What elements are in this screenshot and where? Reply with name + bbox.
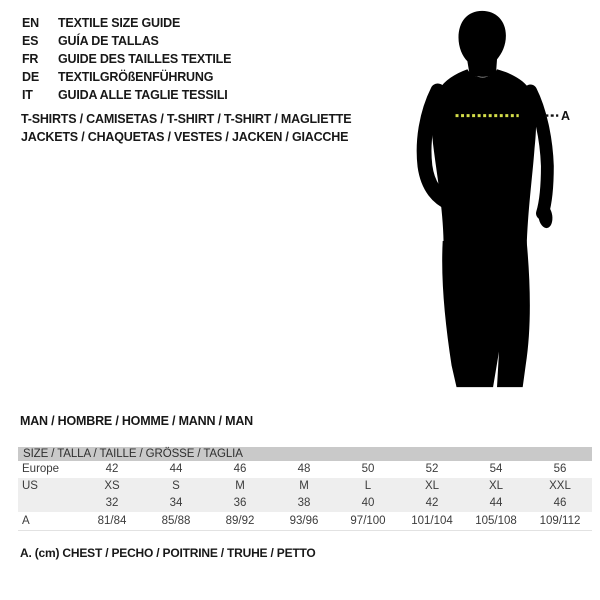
table-row-us [18, 478, 592, 495]
language-code: EN [22, 16, 39, 30]
table-cell: 32 [105, 497, 119, 509]
table-cell: 105/108 [475, 515, 517, 527]
language-label: TEXTILGRÖßENFÜHRUNG [58, 70, 214, 84]
measure-label-a: A [561, 109, 571, 123]
table-cell: M [235, 480, 245, 492]
category-lines [21, 110, 351, 146]
table-cell: 42 [425, 497, 439, 509]
measurement-footnote: A. (cm) CHEST / PECHO / POITRINE / TRUHE / PETTO [20, 546, 316, 560]
table-cell: 38 [297, 497, 311, 509]
table-cell: 101/104 [411, 515, 453, 527]
language-label: TEXTILE SIZE GUIDE [58, 16, 181, 30]
language-code: FR [22, 52, 39, 66]
table-cell: 81/84 [97, 515, 127, 527]
section-title: MAN / HOMBRE / HOMME / MANN / MAN [20, 414, 253, 428]
language-row [22, 50, 231, 68]
language-row [22, 86, 231, 104]
table-cell: 34 [169, 497, 183, 509]
table-cell: XS [104, 480, 120, 492]
man-silhouette-figure [403, 5, 593, 400]
table-cell: 46 [233, 463, 247, 475]
row-label [18, 495, 80, 512]
table-cell: 97/100 [350, 515, 386, 527]
table-cell: 46 [553, 497, 567, 509]
table-cell: 50 [361, 463, 375, 475]
language-code: IT [22, 88, 33, 102]
table-cell: 85/88 [161, 515, 191, 527]
table-row-uk [18, 495, 592, 512]
table-cell: 54 [489, 463, 503, 475]
table-cell: 109/112 [539, 515, 581, 527]
language-row [22, 14, 231, 32]
table-cell: 52 [425, 463, 439, 475]
category-line-jackets: JACKETS / CHAQUETAS / VESTES / JACKEN / GIACCHE [21, 130, 349, 144]
language-code: ES [22, 34, 39, 48]
table-row-a-chest [18, 512, 592, 531]
size-table [18, 447, 592, 531]
row-label: Europe [22, 463, 60, 475]
size-table-header: SIZE / TALLA / TAILLE / GRÖSSE / TAGLIA [18, 447, 592, 461]
table-cell: 40 [361, 497, 375, 509]
row-label: US [22, 480, 38, 492]
row-label: A [22, 515, 30, 527]
table-cell: 36 [233, 497, 247, 509]
table-cell: XXL [549, 480, 571, 492]
table-cell: XL [488, 480, 504, 492]
table-row-europe [18, 461, 592, 478]
language-label: GUÍA DE TALLAS [58, 34, 159, 48]
language-label: GUIDA ALLE TAGLIE TESSILI [58, 88, 228, 102]
category-line-tshirts: T-SHIRTS / CAMISETAS / T-SHIRT / T-SHIRT / MAGLIETTE [21, 112, 352, 126]
table-cell: 93/96 [289, 515, 319, 527]
table-cell: 42 [105, 463, 119, 475]
table-cell: 48 [297, 463, 311, 475]
language-label: GUIDE DES TAILLES TEXTILE [58, 52, 232, 66]
table-cell: 89/92 [225, 515, 255, 527]
table-cell: 56 [553, 463, 567, 475]
language-list [22, 14, 231, 104]
table-cell: M [299, 480, 309, 492]
table-cell: XL [424, 480, 440, 492]
table-cell: S [172, 480, 180, 492]
language-row [22, 32, 231, 50]
language-code: DE [22, 70, 39, 84]
table-cell: 44 [169, 463, 183, 475]
table-cell: L [364, 480, 372, 492]
table-cell: 44 [489, 497, 503, 509]
language-row [22, 68, 231, 86]
